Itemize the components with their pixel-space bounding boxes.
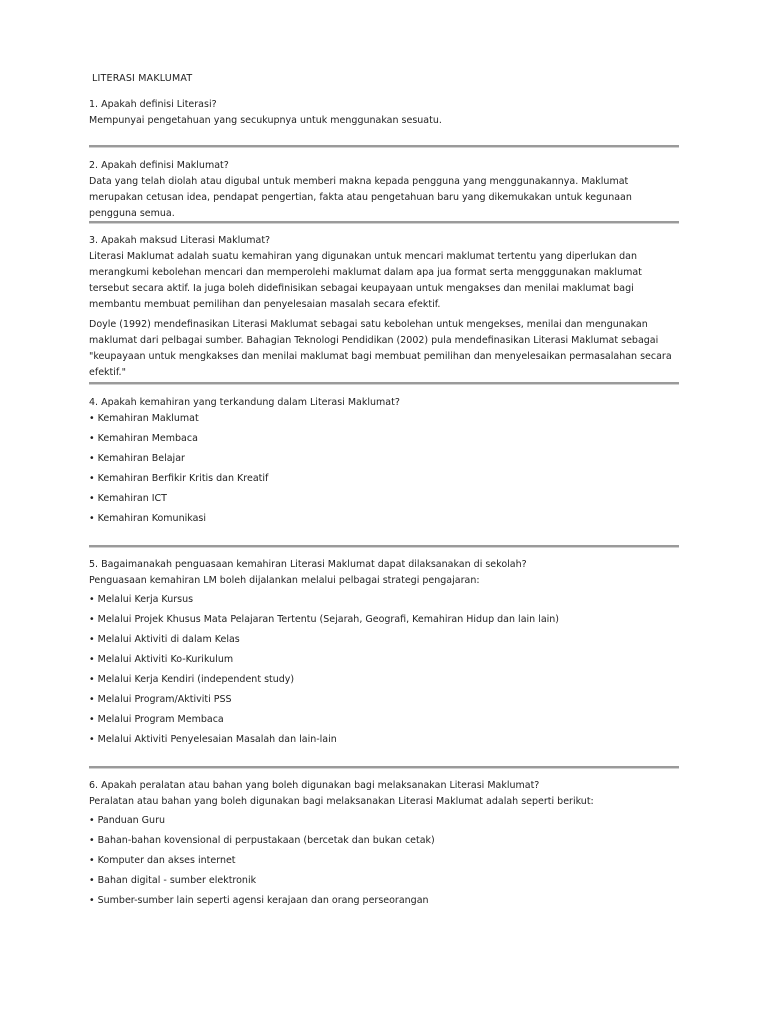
list-item: • Komputer dan akses internet (89, 855, 236, 866)
list-item: • Kemahiran Berfikir Kritis dan Kreatif (89, 473, 269, 484)
section-divider (89, 766, 679, 769)
section-6 (89, 778, 679, 913)
list-item: • Melalui Aktiviti Penyelesaian Masalah dan lain-lain (89, 734, 337, 745)
section-2 (89, 158, 679, 222)
section-4 (89, 395, 679, 531)
list-item: • Melalui Program/Aktiviti PSS (89, 694, 232, 705)
section-5 (89, 557, 679, 752)
list-item: • Melalui Projek Khusus Mata Pelajaran Tertentu (Sejarah, Geografi, Kemahiran Hidup dan lain lain) (89, 614, 560, 625)
list-item: • Melalui Aktiviti di dalam Kelas (89, 634, 240, 645)
question-1: 1. Apakah definisi Literasi? (89, 99, 217, 110)
list-item: • Bahan-bahan kovensional di perpustakaan (bercetak dan bukan cetak) (89, 835, 435, 846)
skills-list (89, 411, 679, 531)
answer-3-paragraph-2: Doyle (1992) mendefinasikan Literasi Maklumat sebagai satu kebolehan untuk mengekses, menilai dan mengunakan maklumat dari pelbagai sumber. Bahagian Teknologi Pendidikan (2002) pula mendefinasikan Literasi Maklumat sebagai "keupayaan untuk mengkakses dan menilai maklumat bagi membuat pemilihan dan menyelesaikan permasalahan secara efektif." (89, 319, 672, 378)
question-6: 6. Apakah peralatan atau bahan yang boleh digunakan bagi melaksanakan Literasi Maklumat? (89, 780, 540, 791)
section-divider (89, 145, 679, 148)
answer-1: Mempunyai pengetahuan yang secukupnya untuk menggunakan sesuatu. (89, 115, 442, 126)
answer-5: Penguasaan kemahiran LM boleh dijalankan melalui pelbagai strategi pengajaran: (89, 575, 480, 586)
list-item: • Melalui Aktiviti Ko-Kurikulum (89, 654, 234, 665)
list-item: • Melalui Kerja Kursus (89, 594, 194, 605)
answer-3: Literasi Maklumat adalah suatu kemahiran yang digunakan untuk mencari maklumat tertentu yang diperlukan dan merangkumi kebolehan mencari dan memperolehi maklumat dalam apa jua format serta mengggunakan maklumat tersebut secara aktif. Ia juga boleh didefinisikan sebagai keupayaan untuk mengakses dan menilai maklumat bagi membantu membuat pemilihan dan penyelesaian masalah secara efektif. (89, 251, 642, 310)
question-5: 5. Bagaimanakah penguasaan kemahiran Literasi Maklumat dapat dilaksanakan di sekolah? (89, 559, 527, 570)
question-4: 4. Apakah kemahiran yang terkandung dalam Literasi Maklumat? (89, 397, 400, 408)
section-divider (89, 545, 679, 548)
list-item: • Kemahiran Membaca (89, 433, 198, 444)
section-1 (89, 97, 679, 129)
question-2: 2. Apakah definisi Maklumat? (89, 160, 229, 171)
answer-6: Peralatan atau bahan yang boleh digunakan bagi melaksanakan Literasi Maklumat adalah seperti berikut: (89, 796, 594, 807)
list-item: • Panduan Guru (89, 815, 165, 826)
section-divider (89, 221, 679, 224)
list-item: • Kemahiran ICT (89, 493, 167, 504)
list-item: • Melalui Kerja Kendiri (independent study) (89, 674, 295, 685)
list-item: • Bahan digital - sumber elektronik (89, 875, 257, 886)
list-item: • Melalui Program Membaca (89, 714, 224, 725)
question-3: 3. Apakah maksud Literasi Maklumat? (89, 235, 271, 246)
list-item: • Kemahiran Maklumat (89, 413, 199, 424)
list-item: • Kemahiran Belajar (89, 453, 185, 464)
section-divider (89, 382, 679, 385)
section-3 (89, 233, 679, 381)
list-item: • Sumber-sumber lain seperti agensi kerajaan dan orang perseorangan (89, 895, 429, 906)
list-item: • Kemahiran Komunikasi (89, 513, 206, 524)
document-title: LITERASI MAKLUMAT (92, 73, 193, 84)
strategy-list (89, 592, 679, 752)
answer-2: Data yang telah diolah atau digubal untuk memberi makna kepada pengguna yang menggunakannya. Maklumat merupakan cetusan idea, pendapat pengertian, fakta atau pengetahuan baru yang dikemukakan untuk kegunaan pengguna semua. (89, 176, 632, 219)
materials-list (89, 813, 679, 913)
